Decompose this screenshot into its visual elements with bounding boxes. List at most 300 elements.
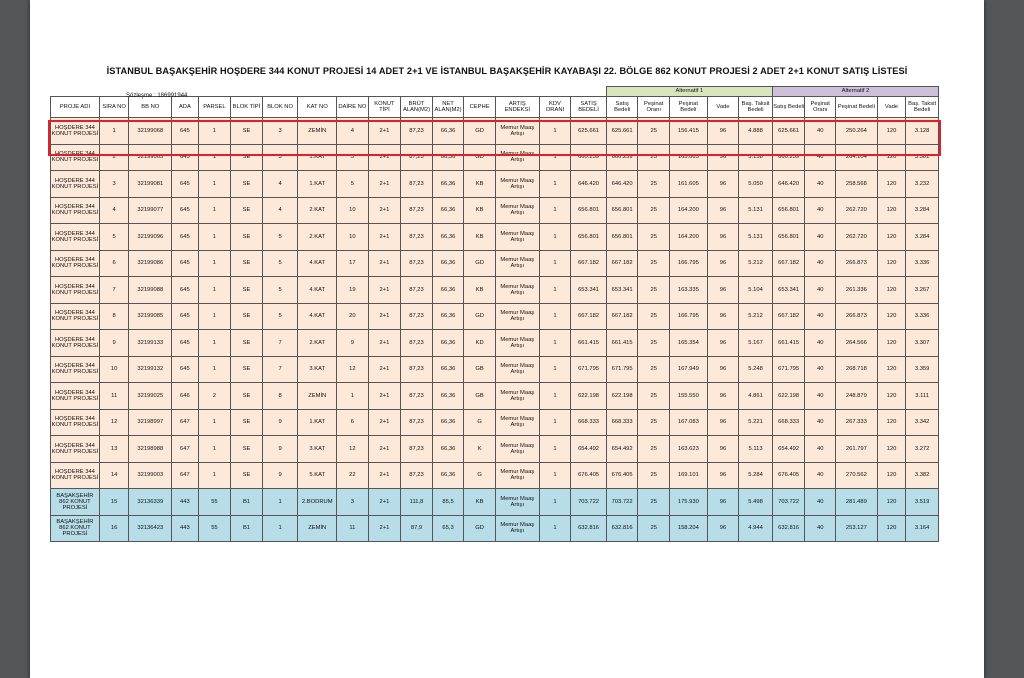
col-satis-bedeli: SATIŞ BEDELİ [571,97,607,118]
table-cell: 656.801 [606,224,638,251]
table-cell: 66,36 [432,409,464,436]
table-cell: 164.200 [670,197,708,224]
table-cell: 5.248 [739,356,773,383]
table-cell: 87,23 [401,462,433,489]
table-cell: 66,36 [432,118,464,145]
table-cell: HOŞDERE 344 KONUT PROJESİ [51,383,100,410]
table-cell: 2.BODRUM [298,489,337,516]
table-cell: 1 [539,118,571,145]
table-cell: 668.333 [772,409,805,436]
table-cell: 654.492 [571,436,607,463]
table-row [51,197,939,224]
table-cell: 40 [805,356,836,383]
table-cell: 1 [539,197,571,224]
table-cell: 4.KAT [298,303,337,330]
table-cell: HOŞDERE 344 KONUT PROJESİ [51,197,100,224]
table-cell: 5.050 [739,171,773,198]
table-cell: 10 [99,356,129,383]
table-cell: HOŞDERE 344 KONUT PROJESİ [51,250,100,277]
table-cell: HOŞDERE 344 KONUT PROJESİ [51,409,100,436]
table-cell: 87,23 [401,197,433,224]
table-cell: 443 [172,515,198,542]
table-cell: 2+1 [368,303,401,330]
table-cell: 14 [99,462,129,489]
table-cell: 25 [638,383,670,410]
table-cell: 32199088 [129,277,172,304]
table-cell: B1 [231,515,263,542]
table-cell: 96 [707,197,739,224]
table-cell: 1 [198,277,231,304]
table-cell: 645 [172,118,198,145]
table-cell: 2.KAT [298,330,337,357]
table-cell: 653.341 [772,277,805,304]
table-cell: 32199133 [129,330,172,357]
table-cell: 1 [539,330,571,357]
table-cell: 87,23 [401,224,433,251]
alternatif-2-header: Alternatif 2 [772,87,938,97]
table-cell: 3.KAT [298,356,337,383]
table-cell: 1 [198,197,231,224]
table-row [51,489,939,516]
table-cell: 1 [99,118,129,145]
table-cell: 645 [172,144,198,171]
contract-number: Sözleşme : 186991944 [126,93,188,99]
table-cell: 120 [877,462,906,489]
table-cell: 3.128 [906,118,939,145]
table-cell: 2+1 [368,409,401,436]
table-cell: 2+1 [368,144,401,171]
table-cell: HOŞDERE 344 KONUT PROJESİ [51,462,100,489]
table-cell: 2+1 [368,250,401,277]
table-cell: K [464,436,496,463]
table-cell: 40 [805,489,836,516]
table-cell: 32199081 [129,171,172,198]
table-cell: 667.182 [606,303,638,330]
table-cell: Memur Maaş Artışı [495,197,539,224]
table-cell: 66,36 [432,330,464,357]
table-cell: HOŞDERE 344 KONUT PROJESİ [51,171,100,198]
table-cell: 5.KAT [298,462,337,489]
table-cell: 96 [707,436,739,463]
table-cell: 40 [805,277,836,304]
col-brut-alan: BRÜT ALAN(M2) [401,97,433,118]
table-cell: 645 [172,250,198,277]
table-cell: HOŞDERE 344 KONUT PROJESİ [51,356,100,383]
table-cell: 25 [638,224,670,251]
col-kat-no: KAT NO [298,97,337,118]
table-cell: KB [464,197,496,224]
table-body [51,118,939,542]
table-cell: Memur Maaş Artışı [495,356,539,383]
table-cell: 266.873 [836,250,878,277]
table-cell: 654.492 [772,436,805,463]
col-blok-no: BLOK NO [262,97,298,118]
col-alt1-pesinat-bedeli: Peşinat Bedeli [670,97,708,118]
table-cell: 622.198 [571,383,607,410]
table-cell: 96 [707,515,739,542]
table-row [51,250,939,277]
table-cell: 1 [539,303,571,330]
table-cell: 66,36 [432,277,464,304]
table-cell: 1 [198,144,231,171]
table-cell: GD [464,144,496,171]
table-row [51,330,939,357]
table-cell: 20 [337,303,369,330]
table-cell: 96 [707,383,739,410]
table-cell: 96 [707,144,739,171]
table-cell: 32199065 [129,144,172,171]
table-cell: 120 [877,303,906,330]
table-cell: 40 [805,144,836,171]
table-cell: 25 [638,144,670,171]
table-cell: 166.795 [670,250,708,277]
table-cell: 32199132 [129,356,172,383]
table-cell: 5.158 [739,144,773,171]
table-cell: HOŞDERE 344 KONUT PROJESİ [51,118,100,145]
table-cell: 120 [877,383,906,410]
table-cell: 647 [172,462,198,489]
table-cell: 661.415 [606,330,638,357]
table-cell: 96 [707,171,739,198]
col-net-alan: NET ALAN(M2) [432,97,464,118]
table-cell: 2+1 [368,383,401,410]
table-cell: 66,36 [432,462,464,489]
col-alt1-bas-taksit: Baş. Taksit Bedeli [739,97,773,118]
col-kdv-orani: KDV ORANI [539,97,571,118]
table-cell: 32198988 [129,436,172,463]
table-cell: 65,3 [432,515,464,542]
table-cell: SE [231,303,263,330]
table-cell: 667.182 [571,250,607,277]
table-cell: 87,23 [401,409,433,436]
table-cell: SE [231,224,263,251]
table-cell: 656.801 [772,224,805,251]
table-cell: 165.354 [670,330,708,357]
table-cell: 66,36 [432,383,464,410]
table-cell: 2+1 [368,171,401,198]
table-cell: 2.KAT [298,224,337,251]
table-cell: KB [464,277,496,304]
table-cell: KB [464,489,496,516]
table-cell: 163.335 [670,277,708,304]
table-cell: 40 [805,330,836,357]
table-cell: 8 [262,383,298,410]
table-row [51,462,939,489]
table-cell: 1 [198,409,231,436]
table-cell: SE [231,356,263,383]
table-cell: 87,9 [401,515,433,542]
table-cell: 12 [337,436,369,463]
table-cell: 3.232 [906,171,939,198]
table-cell: 3.359 [906,356,939,383]
table-cell: 22 [337,462,369,489]
table-cell: 3.284 [906,224,939,251]
col-proje-adi: PROJE ADI [51,97,100,118]
table-cell: 66,36 [432,356,464,383]
table-cell: 16 [99,515,129,542]
table-cell: Memur Maaş Artışı [495,462,539,489]
table-cell: 646.420 [571,171,607,198]
table-cell: 87,23 [401,144,433,171]
table-cell: 120 [877,224,906,251]
table-cell: Memur Maaş Artışı [495,436,539,463]
table-cell: 66,36 [432,144,464,171]
table-cell: 2+1 [368,489,401,516]
col-alt2-bas-taksit: Baş. Taksit Bedeli [906,97,939,118]
table-cell: 261.336 [836,277,878,304]
table-cell: 671.795 [772,356,805,383]
table-cell: 2+1 [368,224,401,251]
table-cell: 3 [262,144,298,171]
table-cell: 12 [99,409,129,436]
table-cell: 155.550 [670,383,708,410]
table-cell: 671.795 [571,356,607,383]
table-cell: 656.801 [606,197,638,224]
table-cell: 96 [707,250,739,277]
table-cell: 96 [707,489,739,516]
table-cell: 120 [877,330,906,357]
table-cell: 3.164 [906,515,939,542]
table-cell: 5 [337,171,369,198]
table-cell: 25 [638,303,670,330]
table-cell: Memur Maaş Artışı [495,277,539,304]
table-cell: 668.333 [571,409,607,436]
table-cell: 4.888 [739,118,773,145]
col-artis-endeksi: ARTIŞ ENDEKSİ [495,97,539,118]
table-cell: GB [464,356,496,383]
table-cell: 1 [198,330,231,357]
table-cell: 1 [539,489,571,516]
table-cell: 266.873 [836,303,878,330]
table-cell: Memur Maaş Artışı [495,250,539,277]
table-cell: 1 [198,171,231,198]
table-cell: 5.104 [739,277,773,304]
table-cell: SE [231,118,263,145]
table-cell: 11 [337,515,369,542]
pdf-page [30,0,984,678]
table-cell: 175.930 [670,489,708,516]
table-cell: 87,23 [401,383,433,410]
table-cell: 3 [337,489,369,516]
table-cell: 3.307 [906,330,939,357]
table-cell: 660.259 [772,144,805,171]
table-cell: 17 [337,250,369,277]
table-cell: 1.KAT [298,144,337,171]
table-cell: 40 [805,197,836,224]
table-cell: 625.661 [606,118,638,145]
table-cell: 66,36 [432,197,464,224]
table-cell: 661.415 [571,330,607,357]
table-cell: 1 [539,277,571,304]
table-cell: KB [464,171,496,198]
table-cell: 167.083 [670,409,708,436]
table-cell: 25 [638,330,670,357]
table-cell: SE [231,277,263,304]
table-cell: 3.267 [906,277,939,304]
table-cell: 1 [539,356,571,383]
table-cell: 646.420 [772,171,805,198]
table-cell: ZEMİN [298,515,337,542]
table-row [51,118,939,145]
table-cell: 40 [805,250,836,277]
table-row [51,356,939,383]
table-cell: 8 [99,303,129,330]
table-cell: 703.722 [606,489,638,516]
table-cell: 25 [638,171,670,198]
table-cell: G [464,409,496,436]
table-cell: 1 [198,303,231,330]
table-cell: 25 [638,515,670,542]
table-cell: 120 [877,277,906,304]
table-cell: 66,36 [432,171,464,198]
table-cell: 9 [262,462,298,489]
table-cell: 645 [172,197,198,224]
table-cell: 9 [99,330,129,357]
table-cell: 32136339 [129,489,172,516]
table-cell: 161.605 [670,171,708,198]
col-alt2-satis-bedeli: Satış Bedeli [772,97,805,118]
table-cell: 1 [198,118,231,145]
table-cell: 667.182 [772,303,805,330]
table-cell: 1 [198,436,231,463]
table-cell: 3.382 [906,462,939,489]
table-cell: 40 [805,409,836,436]
table-cell: 656.801 [571,224,607,251]
table-cell: 32199025 [129,383,172,410]
col-parsel: PARSEL [198,97,231,118]
table-cell: G [464,462,496,489]
table-cell: 15 [99,489,129,516]
table-cell: 96 [707,409,739,436]
table-cell: 66,36 [432,436,464,463]
table-cell: 1 [198,224,231,251]
table-cell: 120 [877,489,906,516]
table-cell: 1 [262,515,298,542]
table-cell: 1 [198,250,231,277]
table-cell: 32136423 [129,515,172,542]
table-cell: 5 [262,277,298,304]
table-cell: 676.405 [571,462,607,489]
table-cell: 645 [172,303,198,330]
table-cell: 632.816 [772,515,805,542]
table-cell: 5.221 [739,409,773,436]
table-cell: 264.104 [836,144,878,171]
table-cell: 1.KAT [298,171,337,198]
table-cell: 120 [877,356,906,383]
table-cell: 3.342 [906,409,939,436]
table-cell: 5.284 [739,462,773,489]
table-cell: 87,23 [401,250,433,277]
table-cell: 654.492 [606,436,638,463]
table-cell: 5.131 [739,197,773,224]
table-cell: KB [464,224,496,251]
table-cell: 85,5 [432,489,464,516]
table-cell: 253.127 [836,515,878,542]
table-cell: 32199086 [129,250,172,277]
table-cell: SE [231,330,263,357]
table-cell: 647 [172,436,198,463]
table-cell: 1.KAT [298,409,337,436]
table-cell: 2+1 [368,356,401,383]
table-cell: B1 [231,489,263,516]
table-cell: 667.182 [606,250,638,277]
table-cell: 32199096 [129,224,172,251]
table-cell: Memur Maaş Artışı [495,489,539,516]
table-cell: 645 [172,224,198,251]
table-cell: 32199003 [129,462,172,489]
table-row [51,303,939,330]
table-cell: 645 [172,171,198,198]
table-cell: 66,36 [432,303,464,330]
table-cell: GD [464,515,496,542]
table-cell: 25 [638,409,670,436]
table-cell: 25 [638,436,670,463]
table-cell: SE [231,436,263,463]
table-cell: 9 [337,330,369,357]
table-cell: 25 [638,277,670,304]
table-cell: 40 [805,515,836,542]
table-cell: 1 [539,383,571,410]
table-cell: 6 [99,250,129,277]
table-cell: 1 [262,489,298,516]
table-cell: 5.131 [739,224,773,251]
table-cell: 261.797 [836,436,878,463]
table-cell: 120 [877,171,906,198]
table-cell: HOŞDERE 344 KONUT PROJESİ [51,224,100,251]
table-row [51,436,939,463]
col-alt1-vade: Vade [707,97,739,118]
table-cell: HOŞDERE 344 KONUT PROJESİ [51,330,100,357]
table-cell: 3.284 [906,197,939,224]
table-cell: 87,23 [401,330,433,357]
table-cell: Memur Maaş Artışı [495,383,539,410]
table-cell: 248.879 [836,383,878,410]
table-cell: 676.405 [772,462,805,489]
table-cell: 1 [539,515,571,542]
table-cell: 660.259 [571,144,607,171]
table-cell: 156.415 [670,118,708,145]
table-cell: 647 [172,409,198,436]
table-cell: 676.405 [606,462,638,489]
table-cell: 4 [262,197,298,224]
table-cell: Memur Maaş Artışı [495,409,539,436]
table-cell: 250.264 [836,118,878,145]
table-cell: 622.198 [606,383,638,410]
table-cell: 661.415 [772,330,805,357]
table-cell: 87,23 [401,171,433,198]
table-cell: 1 [539,224,571,251]
table-cell: 25 [638,197,670,224]
table-cell: 625.661 [571,118,607,145]
table-cell: 632.816 [571,515,607,542]
table-cell: 32198997 [129,409,172,436]
table-cell: 32199085 [129,303,172,330]
table-cell: 667.182 [571,303,607,330]
table-cell: 262.720 [836,224,878,251]
table-cell: 165.065 [670,144,708,171]
table-cell: 32199077 [129,197,172,224]
table-cell: 645 [172,330,198,357]
table-cell: 5.212 [739,250,773,277]
table-cell: 1 [539,436,571,463]
table-cell: 9 [262,436,298,463]
table-cell: 163.623 [670,436,708,463]
table-cell: Memur Maaş Artışı [495,171,539,198]
table-cell: 87,23 [401,277,433,304]
column-header-row [51,97,939,118]
table-cell: 55 [198,489,231,516]
table-cell: 1 [198,356,231,383]
